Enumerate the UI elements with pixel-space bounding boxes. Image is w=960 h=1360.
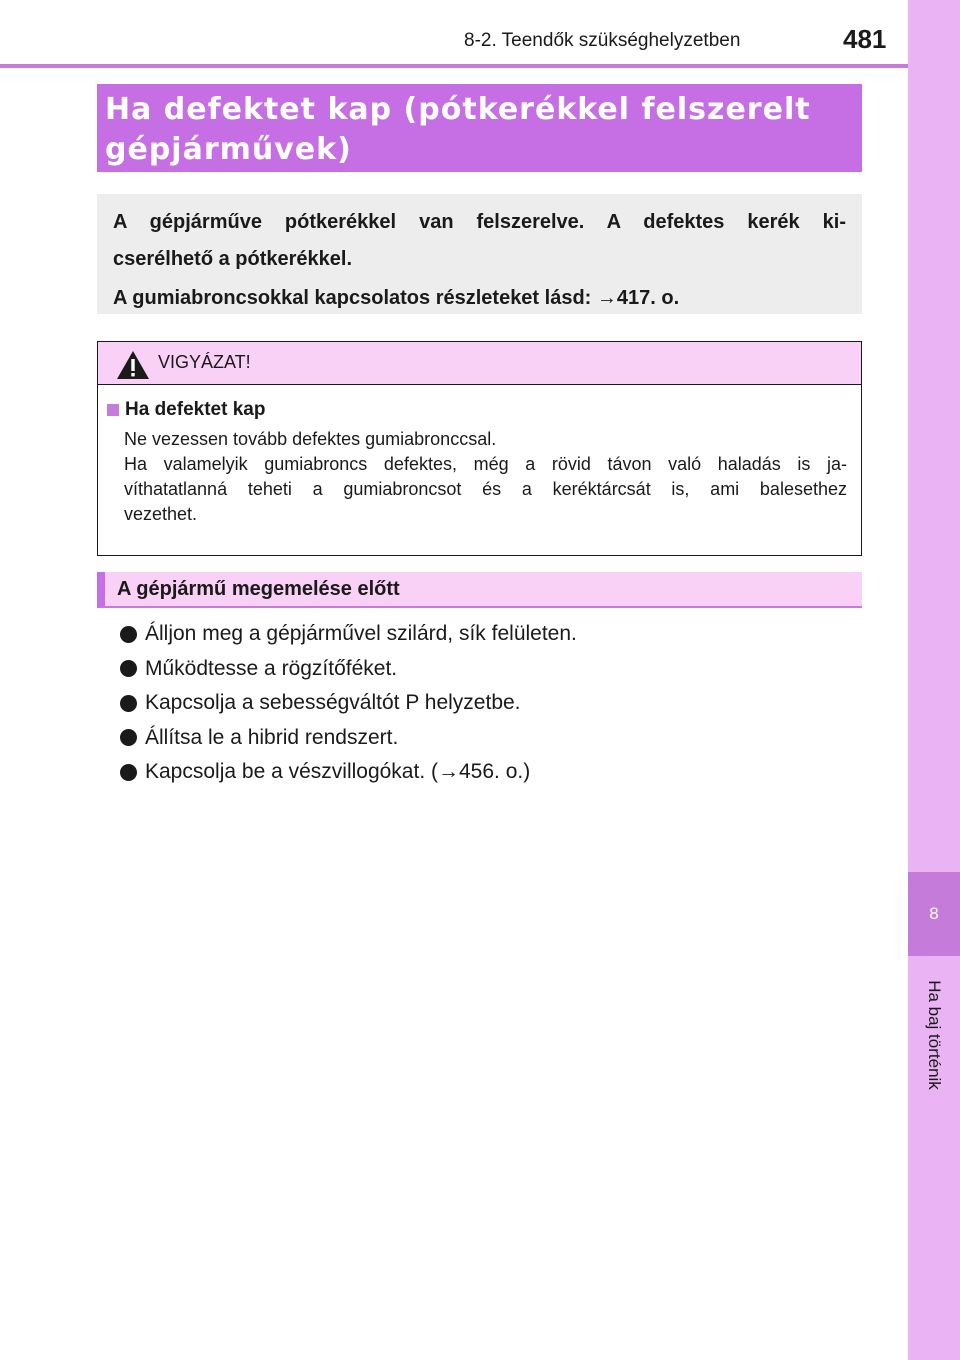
page-title-line1: Ha defektet kap (pótkerékkel felszerelt xyxy=(105,92,811,127)
bullet-dot-icon xyxy=(120,626,137,643)
page-title-banner xyxy=(97,84,862,172)
bullet-dot-icon xyxy=(120,764,137,781)
list-item-text: Működtesse a rögzítőféket. xyxy=(145,656,398,680)
list-item xyxy=(120,721,577,756)
list-item-text: Kapcsolja a sebességváltót P helyzetbe. xyxy=(145,691,521,715)
bullet-dot-icon xyxy=(120,729,137,746)
caution-text-line3: víthatatlanná teheti a gumiabroncsot és a keréktárcsát is, ami balesethez xyxy=(124,479,847,499)
list-item-text: Álljon meg a gépjárművel szilárd, sík felületen. xyxy=(145,622,577,646)
list-item-text: Kapcsolja be a vészvillogókat. (→456. o.) xyxy=(145,760,531,784)
intro-text-line1: A gépjárműve pótkerékkel van felszerelve. A defektes kerék ki- xyxy=(113,211,846,233)
caution-text-line1: Ne vezessen tovább defektes gumiabronccsal. xyxy=(124,429,497,449)
list-item xyxy=(120,617,577,652)
intro-text-line1b: cserélhető a pótkerékkel. xyxy=(113,248,353,270)
caution-subheading xyxy=(107,399,847,421)
page-title-line2: gépjárművek) xyxy=(105,132,352,167)
list-item xyxy=(120,755,577,790)
section-heading-text: A gépjármű megemelése előtt xyxy=(117,578,400,600)
header-divider xyxy=(0,64,908,68)
warning-triangle-icon xyxy=(116,350,150,380)
caution-text xyxy=(124,427,847,527)
chapter-title: Ha baj történik xyxy=(925,980,944,1090)
section-heading xyxy=(97,572,862,608)
caution-box xyxy=(97,341,862,556)
page-number: 481 xyxy=(843,24,887,54)
list-item xyxy=(120,652,577,687)
bullet-dot-icon xyxy=(120,695,137,712)
caution-title: VIGYÁZAT! xyxy=(158,352,251,372)
caution-body xyxy=(98,385,861,527)
list-item-text: Állítsa le a hibrid rendszert. xyxy=(145,725,399,749)
chapter-number: 8 xyxy=(908,872,960,956)
intro-box xyxy=(97,194,862,314)
intro-reference: A gumiabroncsokkal kapcsolatos részleteket lásd: →417. o. xyxy=(113,287,680,309)
caution-header xyxy=(98,342,861,385)
section-breadcrumb: 8-2. Teendők szükséghelyzetben xyxy=(464,30,741,51)
bullet-list xyxy=(120,617,577,790)
caution-text-line4: vezethet. xyxy=(124,504,198,524)
caution-text-line2: Ha valamelyik gumiabroncs defektes, még a rövid távon való haladás is ja- xyxy=(124,454,847,474)
square-bullet-icon xyxy=(107,404,119,416)
bullet-dot-icon xyxy=(120,660,137,677)
list-item xyxy=(120,686,577,721)
side-tab-strip xyxy=(908,0,960,1360)
caution-subheading-text: Ha defektet kap xyxy=(125,399,266,420)
